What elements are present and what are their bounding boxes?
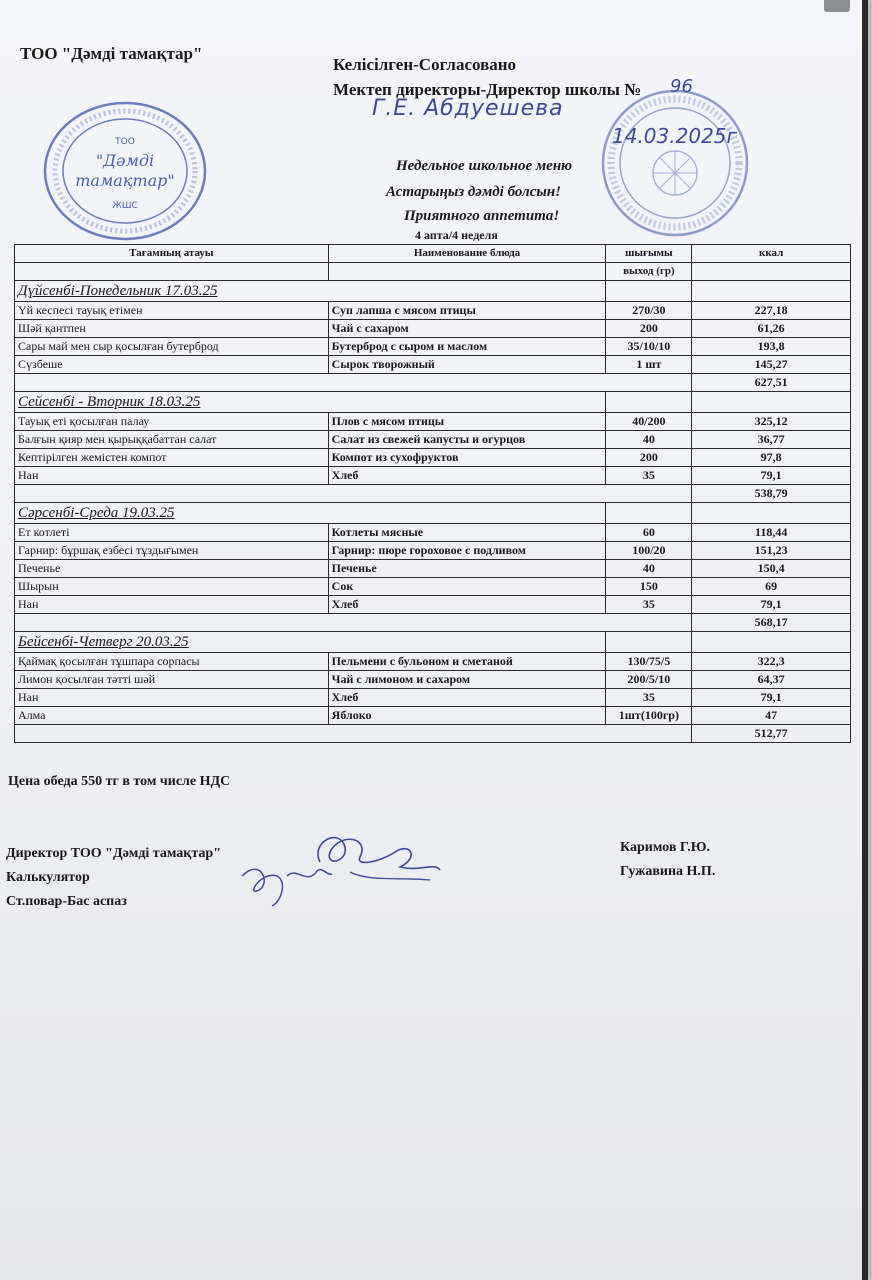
dish-name-kz: Лимон қосылған тәтті шәй [15,671,329,689]
dish-yield: 35 [606,467,692,485]
table-row [15,596,851,614]
dish-yield: 35 [606,596,692,614]
day-title: Сәрсенбі-Среда 19.03.25 [15,503,606,524]
table-row [15,413,851,431]
menu-greeting-kz: Астарыңыз дәмді болсын! [386,184,561,200]
dish-name-ru: Пельмени с бульоном и сметаной [328,653,606,671]
dish-kcal: 79,1 [692,689,851,707]
dish-name-kz: Сүзбеше [15,356,329,374]
col-header-kcal: ккал [692,245,851,263]
dish-kcal: 325,12 [692,413,851,431]
approver-handwritten: Г.Е. Абдуешева [372,96,564,121]
company-stamp [40,96,210,246]
dish-name-kz: Тауық еті қосылған палау [15,413,329,431]
dish-name-kz: Алма [15,707,329,725]
col-header-kz: Тағамның атауы [15,245,329,263]
dish-yield: 40 [606,431,692,449]
dish-name-ru: Компот из сухофруктов [328,449,606,467]
approval-date-handwritten: 14.03.2025г [612,124,738,148]
dish-yield: 35 [606,689,692,707]
dish-kcal: 97,8 [692,449,851,467]
dish-yield: 200 [606,449,692,467]
company-name: ТОО "Дәмді тамақтар" [20,44,203,63]
dish-kcal: 79,1 [692,467,851,485]
table-row [15,356,851,374]
day-title: Бейсенбі-Четверг 20.03.25 [15,632,606,653]
dish-name-kz: Нан [15,467,329,485]
col-header-yield-ru: выход (гр) [606,263,692,281]
dish-name-ru: Плов с мясом птицы [328,413,606,431]
dish-name-kz: Нан [15,596,329,614]
dish-yield: 270/30 [606,302,692,320]
day-total-kcal: 568,17 [692,614,851,632]
table-header-row [15,245,851,263]
table-row [15,542,851,560]
table-row [15,578,851,596]
day-total-row [15,725,851,743]
menu-greeting-ru: Приятного аппетита! [404,208,560,224]
director-line: Мектеп директоры-Директор школы № [333,80,642,99]
dish-name-ru: Салат из свежей капусты и огурцов [328,431,606,449]
dish-name-kz: Кептірілген жемістен компот [15,449,329,467]
table-row [15,302,851,320]
dish-name-kz: Гарнир: бұршақ езбесі тұздығымен [15,542,329,560]
col-header-yield: шығымы [606,245,692,263]
dish-kcal: 47 [692,707,851,725]
dish-name-kz: Нан [15,689,329,707]
director-label: Директор ТОО "Дәмді тамақтар" [6,846,221,861]
dish-yield: 35/10/10 [606,338,692,356]
dish-name-kz: Печенье [15,560,329,578]
school-stamp [590,88,760,238]
dish-yield: 200 [606,320,692,338]
table-header-row-2 [15,263,851,281]
table-row [15,449,851,467]
table-row [15,338,851,356]
dish-name-kz: Сары май мен сыр қосылған бутерброд [15,338,329,356]
dish-kcal: 322,3 [692,653,851,671]
dish-name-ru: Чай с лимоном и сахаром [328,671,606,689]
day-total-kcal: 627,51 [692,374,851,392]
dish-name-ru: Хлеб [328,467,606,485]
dish-kcal: 69 [692,578,851,596]
dish-kcal: 64,37 [692,671,851,689]
dish-yield: 130/75/5 [606,653,692,671]
dish-name-ru: Хлеб [328,689,606,707]
table-row [15,320,851,338]
dish-yield: 1 шт [606,356,692,374]
dish-name-ru: Котлеты мясные [328,524,606,542]
day-header-row [15,392,851,413]
director-name: Каримов Г.Ю. [620,840,710,855]
dish-name-ru: Хлеб [328,596,606,614]
calculator-label: Калькулятор [6,870,90,885]
dish-name-ru: Яблоко [328,707,606,725]
approval-label: Келісілген-Согласовано [333,55,517,74]
calculator-signature [232,846,342,916]
stamp-bottom: ЖШС [112,201,138,211]
table-row [15,707,851,725]
dish-kcal: 61,26 [692,320,851,338]
dish-kcal: 151,23 [692,542,851,560]
table-row [15,560,851,578]
dish-kcal: 193,8 [692,338,851,356]
day-header-row [15,503,851,524]
dish-yield: 150 [606,578,692,596]
dish-kcal: 150,4 [692,560,851,578]
table-row [15,671,851,689]
dish-kcal: 118,44 [692,524,851,542]
dish-yield: 200/5/10 [606,671,692,689]
dish-name-ru: Суп лапша с мясом птицы [328,302,606,320]
day-header-row [15,632,851,653]
day-title: Дүйсенбі-Понедельник 17.03.25 [15,281,606,302]
week-label: 4 апта/4 неделя [415,228,498,242]
menu-table [14,244,851,743]
dish-yield: 40/200 [606,413,692,431]
dish-name-kz: Үй кеспесі тауық етімен [15,302,329,320]
day-header-row [15,281,851,302]
dish-name-ru: Сок [328,578,606,596]
stamp-top: ТОО [115,137,135,147]
day-total-row [15,614,851,632]
table-row [15,467,851,485]
col-header-ru: Наименование блюда [328,245,606,263]
dish-yield: 100/20 [606,542,692,560]
day-title: Сейсенбі - Вторник 18.03.25 [15,392,606,413]
chef-label: Ст.повар-Бас аспаз [6,894,127,909]
dish-kcal: 79,1 [692,596,851,614]
dish-name-ru: Печенье [328,560,606,578]
dish-name-ru: Бутерброд с сыром и маслом [328,338,606,356]
dish-name-ru: Чай с сахаром [328,320,606,338]
menu-title: Недельное школьное меню [396,158,573,174]
stamp-name-2: тамақтар" [75,171,175,190]
dish-name-kz: Шәй қантпен [15,320,329,338]
stamp-name-1: "Дәмді [95,151,155,170]
dish-kcal: 145,27 [692,356,851,374]
day-total-row [15,374,851,392]
dish-name-kz: Ет котлеті [15,524,329,542]
dish-name-kz: Қаймақ қосылған тұшпара сорпасы [15,653,329,671]
dish-name-ru: Гарнир: пюре гороховое с подливом [328,542,606,560]
dish-name-kz: Балғын қияр мен қырыққабаттан салат [15,431,329,449]
table-row [15,431,851,449]
dish-name-kz: Шырын [15,578,329,596]
lunch-price: Цена обеда 550 тг в том числе НДС [8,774,231,789]
day-total-kcal: 512,77 [692,725,851,743]
dish-yield: 60 [606,524,692,542]
table-row [15,689,851,707]
dish-yield: 40 [606,560,692,578]
table-row [15,524,851,542]
school-number-handwritten: 96 [670,76,693,97]
calculator-name: Гужавина Н.П. [620,864,716,879]
day-total-row [15,485,851,503]
dish-name-ru: Сырок творожный [328,356,606,374]
dish-kcal: 36,77 [692,431,851,449]
page-edge [862,0,868,1280]
day-total-kcal: 538,79 [692,485,851,503]
table-row [15,653,851,671]
dish-yield: 1шт(100гр) [606,707,692,725]
binder-clip [824,0,850,12]
dish-kcal: 227,18 [692,302,851,320]
